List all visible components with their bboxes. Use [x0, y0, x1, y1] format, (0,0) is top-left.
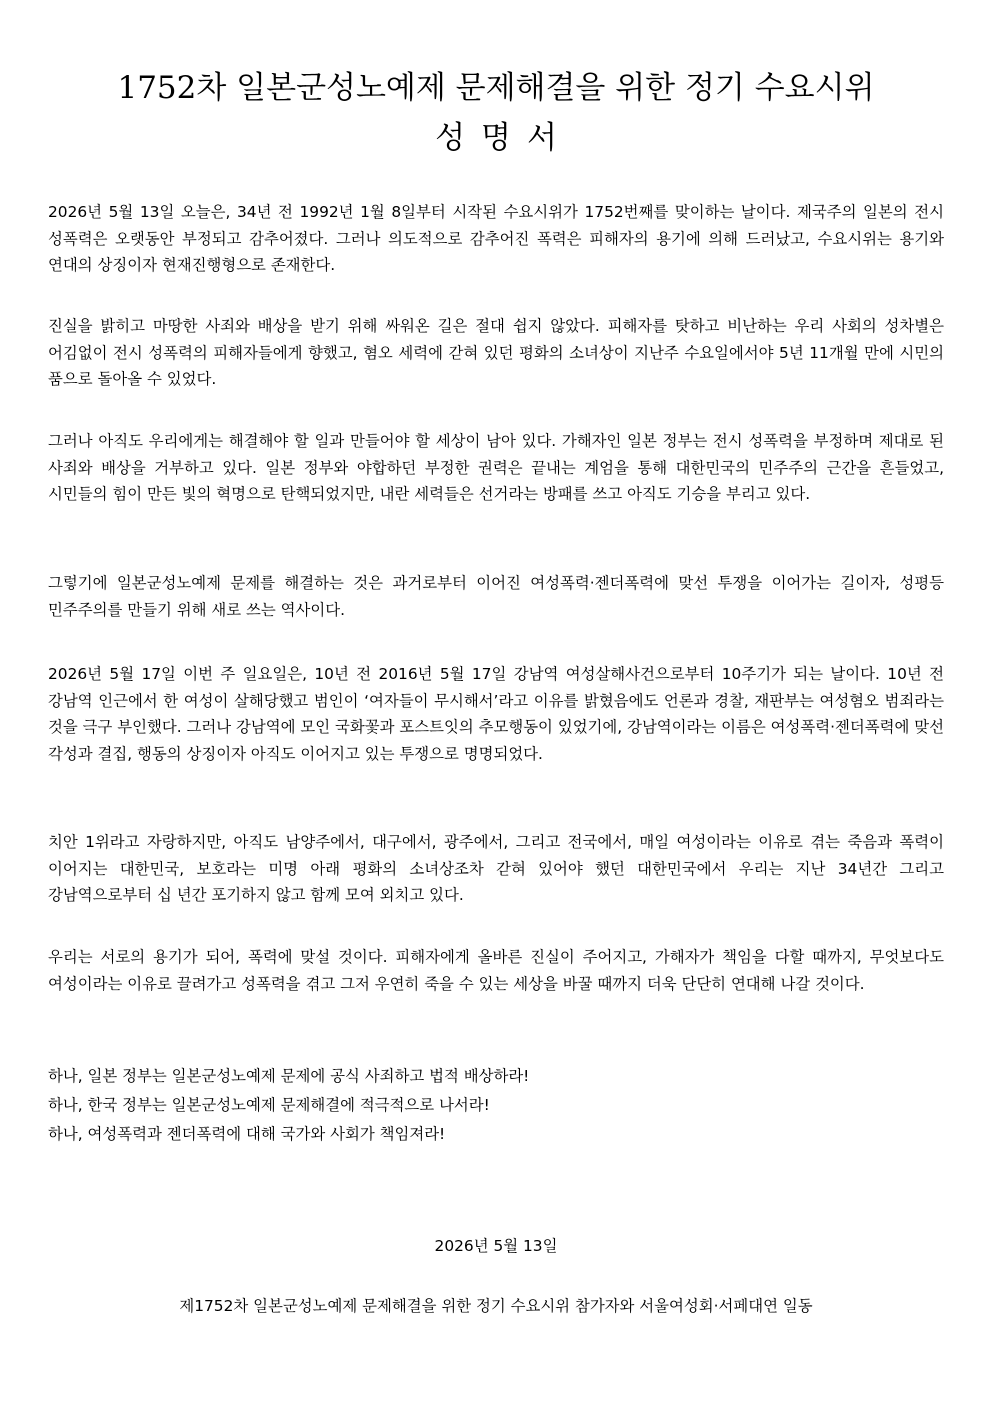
- statement-signature: 제1752차 일본군성노예제 문제해결을 위한 정기 수요시위 참가자와 서울여성회·서페대연 일동: [179, 1297, 813, 1315]
- resolution-item: 하나, 일본 정부는 일본군성노예제 문제에 공식 사죄하고 법적 배상하라!: [48, 1067, 530, 1085]
- document-subtitle: 성명서: [435, 120, 573, 156]
- paragraph-7: 우리는 서로의 용기가 되어, 폭력에 맞설 것이다. 피해자에게 올바른 진실이 주어지고, 가해자가 책임을 다할 때까지, 무엇보다도 여성이라는 이유로 끌려가고 성폭력을 겪고 그저 우연히 죽을 수 있는 세상을 바꿀 때까지 더욱 단단히 연대해 나갈 것이다.: [48, 948, 944, 993]
- statement-date: 2026년 5월 13일: [434, 1237, 558, 1255]
- resolution-item: 하나, 여성폭력과 젠더폭력에 대해 국가와 사회가 책임져라!: [48, 1125, 446, 1143]
- paragraph-4: 그렇기에 일본군성노예제 문제를 해결하는 것은 과거로부터 이어진 여성폭력·젠더폭력에 맞선 투쟁을 이어가는 길이자, 성평등 민주주의를 만들기 위해 새로 쓰는 역사이다.: [48, 574, 944, 619]
- document-title: 1752차 일본군성노예제 문제해결을 위한 정기 수요시위: [117, 70, 875, 106]
- paragraph-6: 치안 1위라고 자랑하지만, 아직도 남양주에서, 대구에서, 광주에서, 그리고 전국에서, 매일 여성이라는 이유로 겪는 죽음과 폭력이 이어지는 대한민국, 보호라는 미명 아래 평화의 소녀상조차 갇혀 있어야 했던 대한민국에서 우리는 지난 34년간 그리고 강남역으로부터 십 년간 포기하지 않고 함께 모여 외치고 있다.: [48, 833, 944, 904]
- resolution-item: 하나, 한국 정부는 일본군성노예제 문제해결에 적극적으로 나서라!: [48, 1096, 490, 1114]
- paragraph-3: 그러나 아직도 우리에게는 해결해야 할 일과 만들어야 할 세상이 남아 있다. 가해자인 일본 정부는 전시 성폭력을 부정하며 제대로 된 사죄와 배상을 거부하고 있다. 일본 정부와 야합하던 부정한 권력은 끝내는 계엄을 통해 대한민국의 민주주의 근간을 흔들었고, 시민들의 힘이 만든 빛의 혁명으로 탄핵되었지만, 내란 세력들은 선거라는 방패를 쓰고 아직도 기승을 부리고 있다.: [48, 432, 944, 503]
- paragraph-5: 2026년 5월 17일 이번 주 일요일은, 10년 전 2016년 5월 17일 강남역 여성살해사건으로부터 10주기가 되는 날이다. 10년 전 강남역 인근에서 한 여성이 살해당했고 범인이 ‘여자들이 무시해서’라고 이유를 밝혔음에도 언론과 경찰, 재판부는 여성혐오 범죄라는 것을 극구 부인했다. 그러나 강남역에 모인 국화꽃과 포스트잇의 추모행동이 있었기에, 강남역이라는 이름은 여성폭력·젠더폭력에 맞선 각성과 결집, 행동의 상징이자 아직도 이어지고 있는 투쟁으로 명명되었다.: [48, 665, 944, 763]
- resolution-list: [48, 1062, 944, 1149]
- paragraph-2: 진실을 밝히고 마땅한 사죄와 배상을 받기 위해 싸워온 길은 절대 쉽지 않았다. 피해자를 탓하고 비난하는 우리 사회의 성차별은 어김없이 전시 성폭력의 피해자들에게 향했고, 혐오 세력에 갇혀 있던 평화의 소녀상이 지난주 수요일에서야 5년 11개월 만에 시민의 품으로 돌아올 수 있었다.: [48, 317, 944, 388]
- paragraph-1: 2026년 5월 13일 오늘은, 34년 전 1992년 1월 8일부터 시작된 수요시위가 1752번째를 맞이하는 날이다. 제국주의 일본의 전시 성폭력은 오랫동안 부정되고 감추어졌다. 그러나 의도적으로 감추어진 폭력은 피해자의 용기에 의해 드러났고, 수요시위는 용기와 연대의 상징이자 현재진행형으로 존재한다.: [48, 203, 944, 274]
